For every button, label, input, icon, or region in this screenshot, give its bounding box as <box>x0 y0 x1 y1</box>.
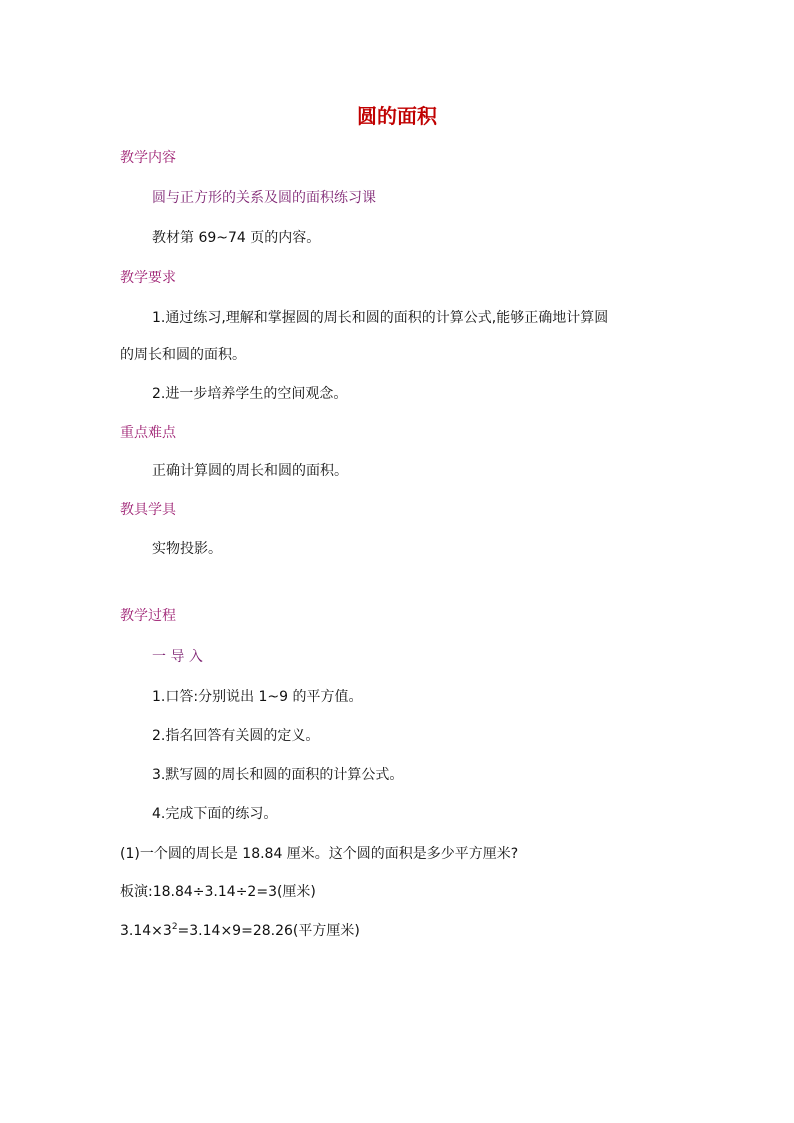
board-work-2-base: 3.14×3 <box>120 923 172 939</box>
heading-teaching-requirements: 教学要求 <box>120 270 176 286</box>
board-work-1: 板演:18.84÷3.14÷2=3(厘米) <box>120 884 316 900</box>
step-4: 4.完成下面的练习。 <box>152 806 278 822</box>
step-1: 1.口答:分别说出 1~9 的平方值。 <box>152 689 363 705</box>
intro-heading: 一 导 入 <box>152 649 203 665</box>
board-work-2 <box>120 922 360 940</box>
requirement-1-line-2: 的周长和圆的面积。 <box>120 347 246 363</box>
board-work-2-exponent: 2 <box>171 922 178 932</box>
heading-key-points: 重点难点 <box>120 425 176 441</box>
heading-teaching-content: 教学内容 <box>120 150 176 166</box>
key-points-text: 正确计算圆的周长和圆的面积。 <box>152 463 348 479</box>
heading-teaching-tools: 教具学具 <box>120 502 176 518</box>
content-subtitle: 圆与正方形的关系及圆的面积练习课 <box>152 190 376 206</box>
exercise-1: (1)一个圆的周长是 18.84 厘米。这个圆的面积是多少平方厘米? <box>120 846 519 862</box>
step-2: 2.指名回答有关圆的定义。 <box>152 728 320 744</box>
step-3: 3.默写圆的周长和圆的面积的计算公式。 <box>152 767 404 783</box>
tools-text: 实物投影。 <box>152 541 222 557</box>
document-title: 圆的面积 <box>357 104 437 128</box>
requirement-2: 2.进一步培养学生的空间观念。 <box>152 386 348 402</box>
requirement-1-line-1: 1.通过练习,理解和掌握圆的周长和圆的面积的计算公式,能够正确地计算圆 <box>152 310 609 326</box>
board-work-2-rest: =3.14×9=28.26(平方厘米) <box>177 923 360 939</box>
content-text: 教材第 69~74 页的内容。 <box>152 230 321 246</box>
heading-teaching-process: 教学过程 <box>120 608 176 624</box>
